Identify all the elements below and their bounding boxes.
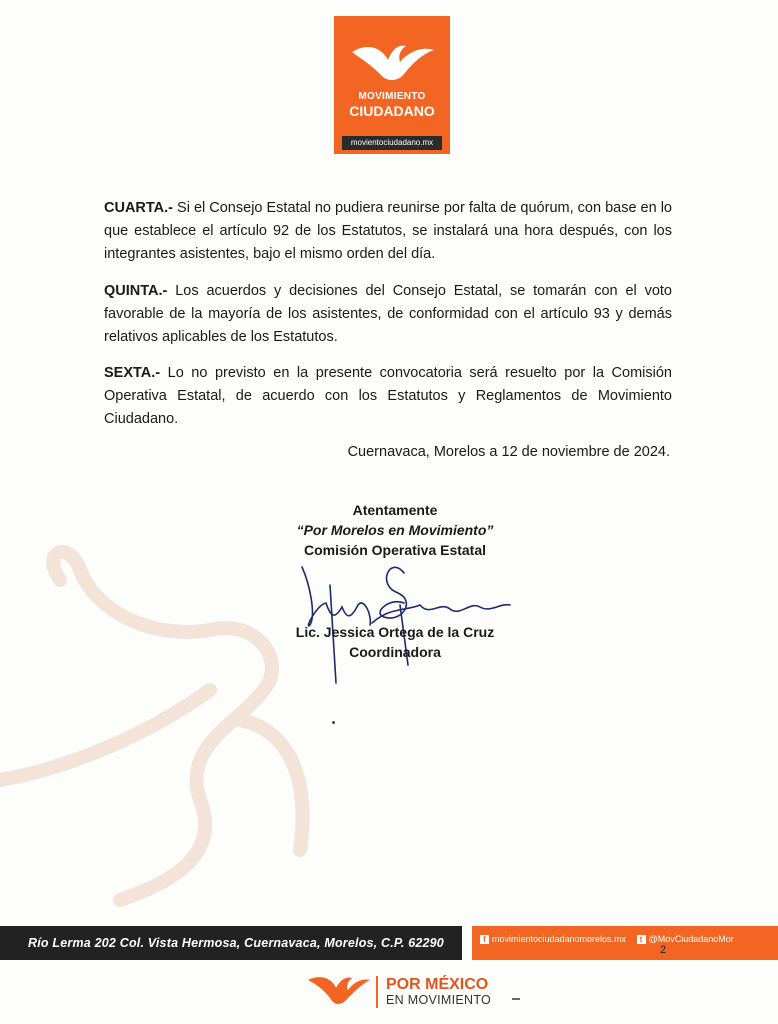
clause-cuarta (104, 197, 672, 266)
logo-website: movientociudadano.mx (342, 136, 442, 150)
handwritten-signature (280, 545, 520, 685)
motto-text: “Por Morelos en Movimiento” (296, 522, 494, 538)
slogan-divider (376, 976, 378, 1008)
clause-sexta (104, 362, 672, 431)
facebook-handle: movimientociudadanomorelos.mx (492, 934, 627, 944)
clause-label: SEXTA.- (104, 365, 161, 381)
clause-text: Si el Consejo Estatal no pudiera reunirse por falta de quórum, con base en lo que establece el artículo 92 de los Estatutos, se instalará una hora después, con los integrantes asistentes, bajo el mismo orden del día. (104, 200, 672, 262)
clause-text: Los acuerdos y decisiones del Consejo Estatal, se tomarán con el voto favorable de la mayoría de los asistentes, de conformidad con el artículo 93 y demás relativos aplicables de los Estatutos. (104, 283, 672, 345)
commission-name: Comisión Operativa Estatal (303, 542, 487, 558)
signer-title: Coordinadora (349, 644, 441, 660)
logo-text-ciudadano: CIUDADANO (349, 103, 435, 119)
signer-name: Lic. Jessica Ortega de la Cruz (295, 624, 495, 640)
eagle-icon (306, 972, 372, 1008)
date-line: Cuernavaca, Morelos a 12 de noviembre de 2024. (347, 444, 670, 460)
clause-quinta (104, 280, 672, 349)
eagle-icon (348, 38, 436, 88)
page-number: 2 (660, 944, 667, 956)
clause-label: QUINTA.- (104, 283, 168, 299)
slogan-line1: POR MÉXICO (386, 976, 489, 993)
footer-address: Río Lerma 202 Col. Vista Hermosa, Cuernavaca, Morelos, C.P. 62290 (0, 926, 462, 960)
clause-text: Lo no previsto en la presente convocatoria será resuelto por la Comisión Operativa Estatal, de acuerdo con los Estatutos y Reglamentos de Movimiento Ciudadano. (104, 365, 672, 427)
stray-mark (512, 998, 520, 1000)
movimiento-ciudadano-logo (334, 16, 450, 154)
closing-text: Atentamente (352, 502, 438, 518)
logo-text-movimiento: MOVIMIENTO (358, 91, 426, 102)
stray-mark (332, 721, 335, 724)
footer-social (472, 926, 778, 960)
twitter-icon: t (637, 935, 646, 944)
facebook-icon: f (480, 935, 489, 944)
clause-label: CUARTA.- (104, 200, 173, 216)
twitter-handle: @MovCiudadanoMor (648, 934, 734, 944)
slogan-line2: EN MOVIMIENTO (386, 993, 492, 1007)
